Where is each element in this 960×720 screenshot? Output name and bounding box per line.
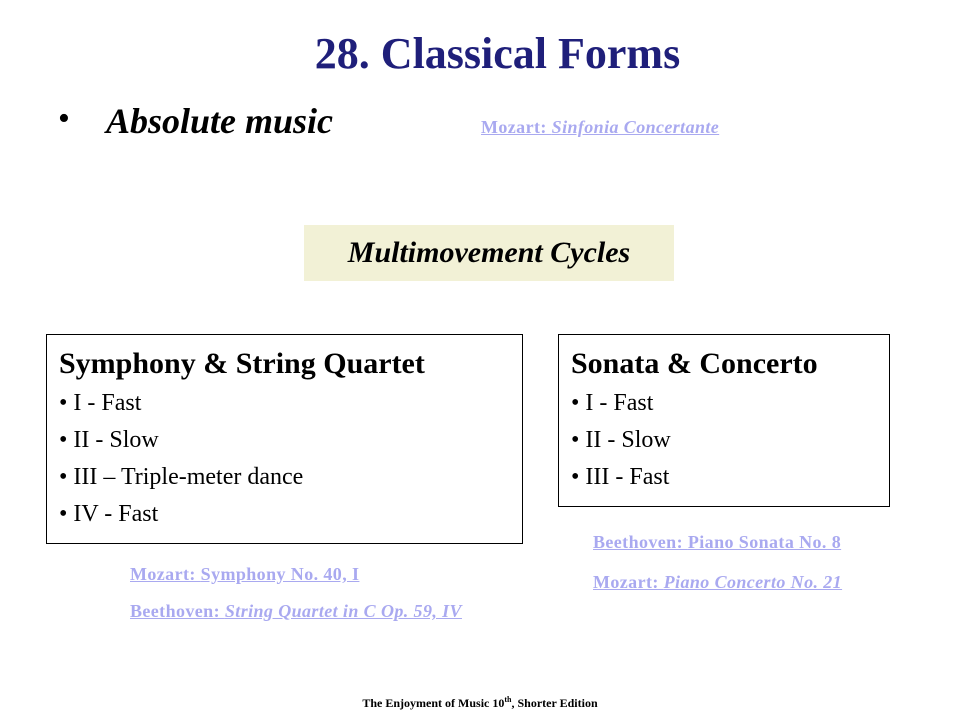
footer-suffix: , Shorter Edition (511, 696, 598, 710)
sonata-concerto-box (558, 334, 890, 507)
footer-prefix: The Enjoyment of Music 10 (362, 696, 505, 710)
list-item: • II - Slow (59, 427, 159, 453)
link-composer: Mozart: (481, 117, 552, 137)
link-composer: Mozart: (593, 572, 664, 592)
box-title: Sonata & Concerto (571, 347, 818, 380)
footer-superscript: th (504, 695, 512, 704)
link-work: Piano Concerto No. 21 (663, 572, 843, 592)
link-composer: Beethoven: (593, 532, 688, 552)
list-item: • I - Fast (59, 390, 142, 416)
list-item: • II - Slow (571, 427, 671, 453)
multimovement-cycles-label: Multimovement Cycles (304, 225, 674, 281)
link-work: Piano Sonata No. 8 (687, 532, 842, 552)
link-mozart-piano-concerto-21[interactable] (593, 572, 842, 593)
link-mozart-symphony-40[interactable] (130, 564, 359, 585)
bullet-marker: • (58, 100, 70, 137)
box-title: Symphony & String Quartet (59, 347, 425, 380)
link-work: Sinfonia Concertante (551, 117, 720, 137)
list-item: • IV - Fast (59, 501, 159, 527)
link-work: String Quartet in C Op. 59, IV (224, 601, 462, 621)
link-work: Symphony No. 40, I (200, 564, 360, 584)
list-item: • III - Fast (571, 464, 670, 490)
symphony-quartet-box (46, 334, 523, 544)
footer-credit (0, 695, 960, 711)
link-composer: Mozart: (130, 564, 201, 584)
slide-title: 28. Classical Forms (314, 29, 681, 78)
link-beethoven-piano-sonata-8[interactable] (593, 532, 841, 553)
link-beethoven-string-quartet[interactable] (130, 601, 462, 622)
link-composer: Beethoven: (130, 601, 225, 621)
list-item: • III – Triple-meter dance (59, 464, 304, 490)
absolute-music-heading: Absolute music (106, 101, 334, 141)
list-item: • I - Fast (571, 390, 654, 416)
link-mozart-sinfonia-concertante[interactable] (481, 117, 719, 138)
